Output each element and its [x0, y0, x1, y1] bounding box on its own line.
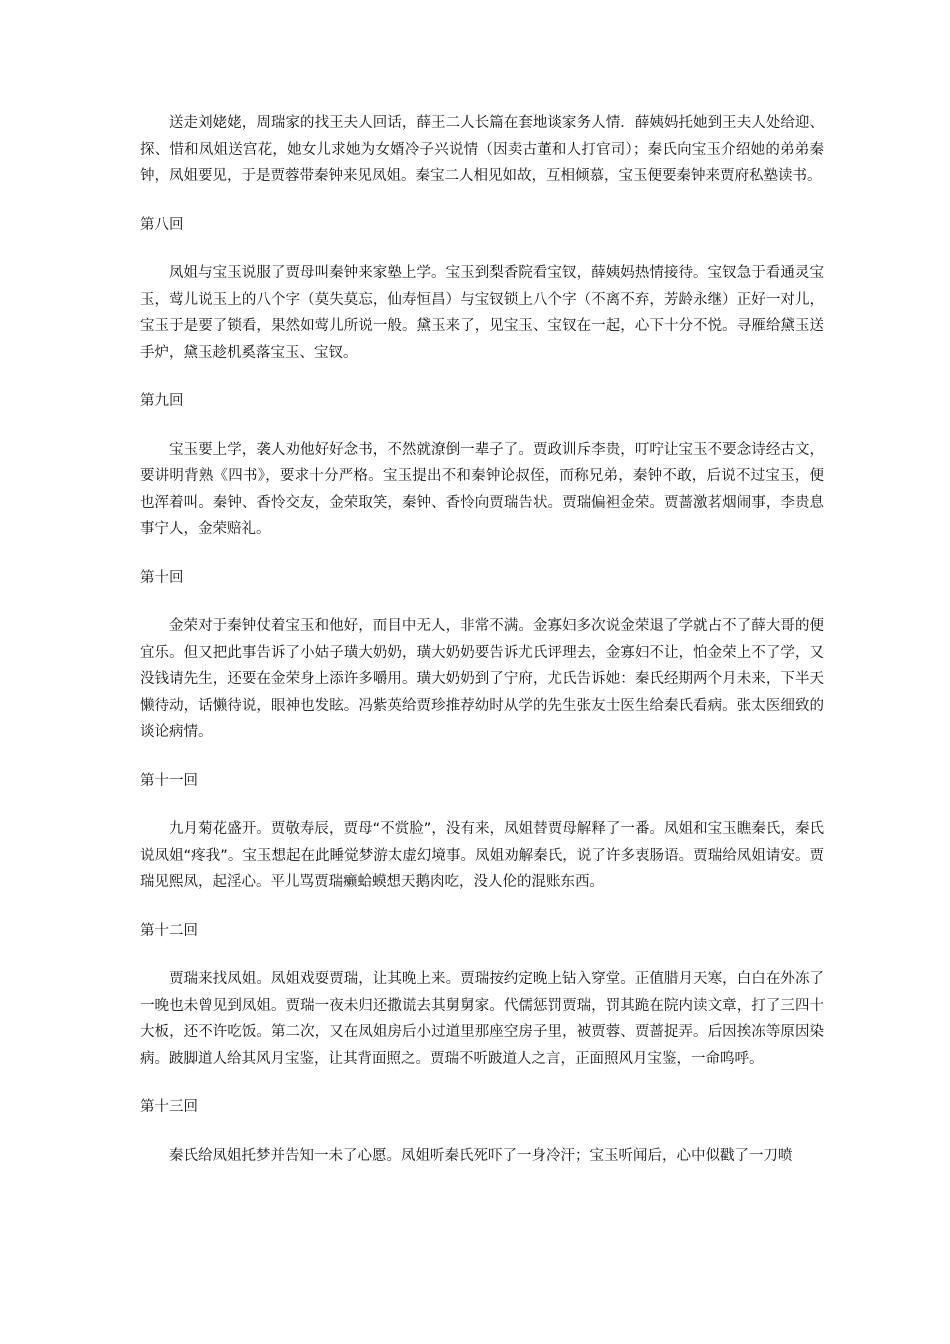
- chapter-paragraph: 九月菊花盛开。贾敬寿辰，贾母“不赏脸”，没有来，凤姐替贾母解释了一番。凤姐和宝玉瞧秦氏，秦氏说凤姐“疼我”。宝玉想起在此睡觉梦游太虚幻境事。凤姐劝解秦氏，说了许多衷肠语。贾瑞给凤姐请安。贾瑞见熙凤，起淫心。平儿骂贾瑞癞蛤蟆想天鹅肉吃，没人伦的混账东西。: [140, 821, 824, 890]
- document-body: [140, 110, 824, 1169]
- chapter-heading: 第十二回: [140, 922, 198, 939]
- intro-paragraph: 送走刘姥姥，周瑞家的找王夫人回话，薛王二人长篇在套地谈家务人情．薛姨妈托她到王夫人处给迎、探、惜和凤姐送宫花，她女儿求她为女婿冷子兴说情（因卖古董和人打官司）；秦氏向宝玉介绍她的弟弟秦钟，凤姐要见，于是贾蓉带秦钟来见凤姐。秦宝二人相见如故，互相倾慕，宝玉便要秦钟来贾府私塾读书。: [140, 115, 824, 184]
- chapter-paragraph: 宝玉要上学，袭人劝他好好念书，不然就潦倒一辈子了。贾政训斥李贵，叮咛让宝玉不要念诗经古文，要讲明背熟《四书》，要求十分严格。宝玉提出不和秦钟论叔侄，而称兄弟，秦钟不敢，后说不过宝玉，便也浑着叫。秦钟、香怜交友，金荣取笑，秦钟、香怜向贾瑞告状。贾瑞偏袒金荣。贾蔷激茗烟闹事，李贵息事宁人，金荣赔礼。: [140, 441, 824, 537]
- chapter-paragraph: 秦氏给凤姐托梦并告知一未了心愿。凤姐听秦氏死吓了一身冷汗；宝玉听闻后，心中似戳了一刀喷: [169, 1147, 793, 1164]
- chapter-paragraph: 贾瑞来找凤姐。凤姐戏耍贾瑞，让其晚上来。贾瑞按约定晚上钻入穿堂。正值腊月天寒，白白在外冻了一晚也未曾见到凤姐。贾瑞一夜未归还撒谎去其舅舅家。代儒惩罚贾瑞，罚其跪在院内读文章，打了三四十大板，还不许吃饭。第二次，又在凤姐房后小过道里那座空房子里，被贾蓉、贾蔷捉弄。后因挨冻等原因染病。跛脚道人给其风月宝鉴，让其背面照之。贾瑞不听跛道人之言，正面照风月宝鉴，一命呜呼。: [140, 971, 824, 1067]
- chapter-paragraph: 金荣对于秦钟仗着宝玉和他好，而目中无人，非常不满。金寡妇多次说金荣退了学就占不了薛大哥的便宜乐。但又把此事告诉了小姑子璜大奶奶，璜大奶奶要告诉尤氏评理去，金寡妇不让，怕金荣上不了学，又没钱请先生，还要在金荣身上添许多嚼用。璜大奶奶到了宁府，尤氏告诉她：秦氏经期两个月未来，下半天懒待动，话懒待说，眼神也发眩。冯紫英给贾珍推荐幼时从学的先生张友士医生给秦氏看病。张太医细致的谈论病情。: [140, 618, 824, 740]
- chapter-heading: 第十三回: [140, 1099, 198, 1115]
- chapter-heading: 第十一回: [140, 772, 198, 789]
- chapter-paragraph: 凤姐与宝玉说服了贾母叫秦钟来家塾上学。宝玉到梨香院看宝钗，薛姨妈热情接待。宝钗急于看通灵宝玉，莺儿说玉上的八个字（莫失莫忘，仙寿恒昌）与宝钗锁上八个字（不离不弃，芳龄永继）正好一对儿，宝玉于是要了锁看，果然如莺儿所说一般。黛玉来了，见宝玉、宝钗在一起，心下十分不悦。寻雁给黛玉送手炉，黛玉趁机奚落宝玉、宝钗。: [140, 265, 824, 361]
- chapter-heading: 第八回: [140, 216, 184, 233]
- chapter-heading: 第九回: [140, 393, 184, 409]
- chapter-heading: 第十回: [140, 569, 184, 586]
